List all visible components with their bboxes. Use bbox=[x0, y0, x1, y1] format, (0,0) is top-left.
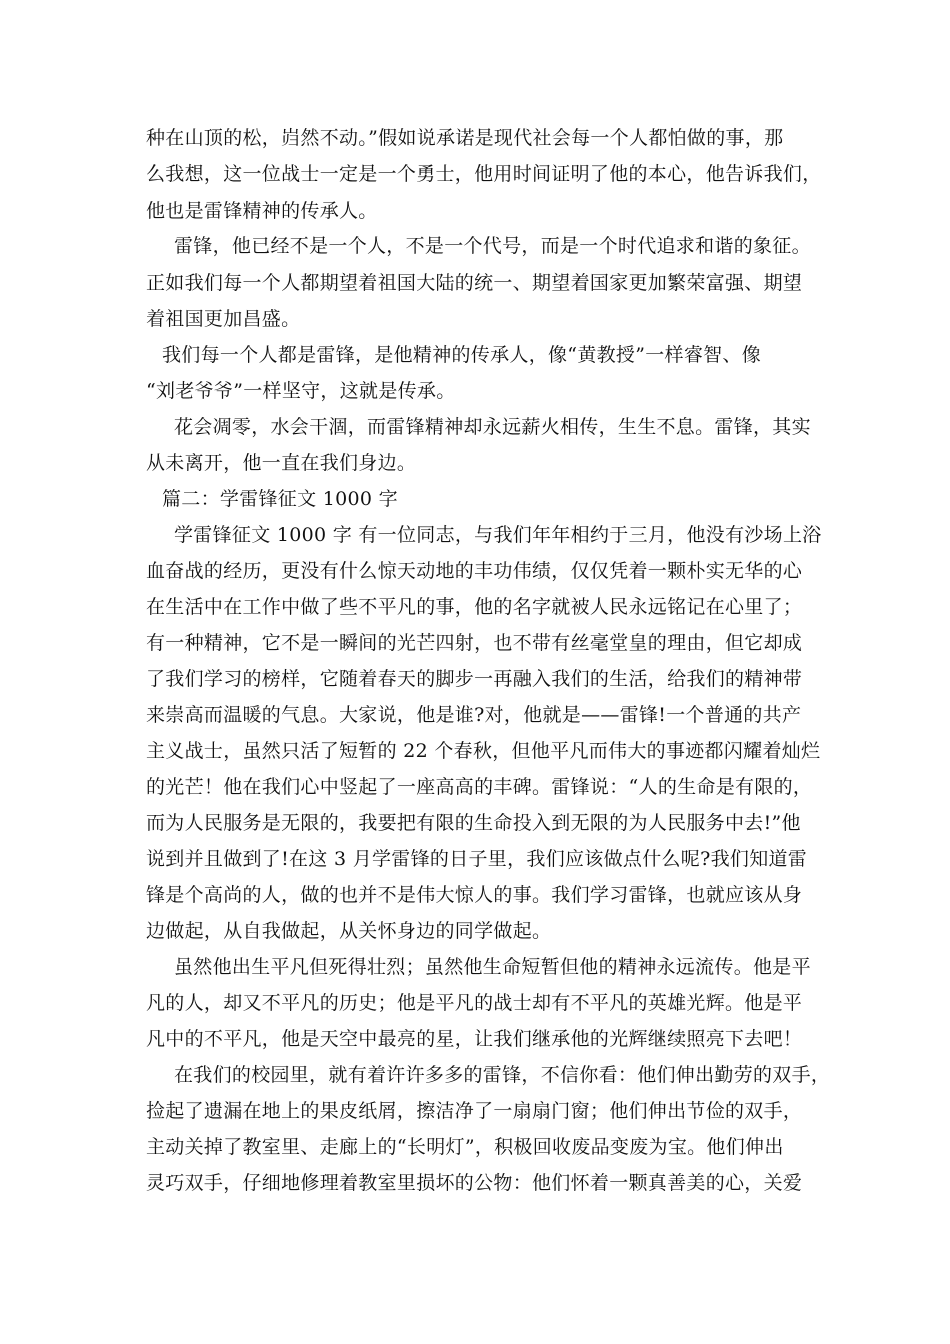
text-line: 凡的人，却又不平凡的历史；他是平凡的战士却有不平凡的英雄光辉。他是平 bbox=[146, 992, 803, 1014]
text-line: 他也是雷锋精神的传承人。 bbox=[146, 200, 378, 222]
text-line: 从未离开，他一直在我们身边。 bbox=[146, 452, 417, 474]
text-line: 在生活中在工作中做了些不平凡的事，他的名字就被人民永远铭记在心里了； bbox=[146, 596, 803, 618]
text-line: 我们每一个人都是雷锋，是他精神的传承人，像“黄教授”一样睿智、像 bbox=[162, 344, 762, 366]
text-line: 灵巧双手，仔细地修理着教室里损坏的公物：他们怀着一颗真善美的心，关爱 bbox=[146, 1172, 803, 1194]
text-line: 着祖国更加昌盛。 bbox=[146, 308, 301, 330]
text-line: 有一种精神，它不是一瞬间的光芒四射，也不带有丝毫堂皇的理由，但它却成 bbox=[146, 632, 803, 654]
text-line: 正如我们每一个人都期望着祖国大陆的统一、期望着国家更加繁荣富强、期望 bbox=[146, 272, 803, 294]
text-line: 么我想，这一位战士一定是一个勇士，他用时间证明了他的本心，他告诉我们， bbox=[146, 163, 822, 185]
text-line: 雷锋，他已经不是一个人，不是一个代号，而是一个时代追求和谐的象征。 bbox=[174, 235, 811, 257]
text-line: 花会凋零，水会干涸，而雷锋精神却永远薪火相传，生生不息。雷锋，其实 bbox=[174, 416, 811, 438]
text-line: 虽然他出生平凡但死得壮烈；虽然他生命短暂但他的精神永远流传。他是平 bbox=[174, 956, 811, 978]
text-line: 学雷锋征文 1000 字 有一位同志，与我们年年相约于三月，他没有沙场上浴 bbox=[174, 524, 822, 546]
text-line: 血奋战的经历，更没有什么惊天动地的丰功伟绩，仅仅凭着一颗朴实无华的心 bbox=[146, 560, 803, 582]
text-line: 种在山顶的松，岿然不动。”假如说承诺是现代社会每一个人都怕做的事，那 bbox=[146, 127, 784, 149]
text-line: 了我们学习的榜样，它随着春天的脚步一再融入我们的生活，给我们的精神带 bbox=[146, 668, 803, 690]
text-line: 来崇高而温暖的气息。大家说，他是谁?对，他就是——雷锋!一个普通的共产 bbox=[146, 704, 802, 726]
text-line: 边做起，从自我做起，从关怀身边的同学做起。 bbox=[146, 920, 552, 942]
text-line: 凡中的不平凡，他是天空中最亮的星，让我们继承他的光辉继续照亮下去吧！ bbox=[146, 1028, 803, 1050]
text-line: 说到并且做到了!在这 3 月学雷锋的日子里，我们应该做点什么呢?我们知道雷 bbox=[146, 848, 808, 870]
text-line: 在我们的校园里，就有着许许多多的雷锋，不信你看：他们伸出勤劳的双手， bbox=[174, 1064, 831, 1086]
text-line: 而为人民服务是无限的，我要把有限的生命投入到无限的为人民服务中去!”他 bbox=[146, 812, 801, 834]
text-line: “刘老爷爷”一样坚守，这就是传承。 bbox=[146, 380, 456, 402]
text-line: 锋是个高尚的人，做的也并不是伟大惊人的事。我们学习雷锋，也就应该从身 bbox=[146, 884, 803, 906]
text-line: 的光芒！他在我们心中竖起了一座高高的丰碑。雷锋说：“人的生命是有限的， bbox=[146, 776, 813, 798]
section-heading: 篇二：学雷锋征文 1000 字 bbox=[162, 488, 398, 510]
text-line: 主义战士，虽然只活了短暂的 22 个春秋，但他平凡而伟大的事迹都闪耀着灿烂 bbox=[146, 740, 821, 762]
text-line: 主动关掉了教室里、走廊上的“长明灯”，积极回收废品变废为宝。他们伸出 bbox=[146, 1136, 784, 1158]
text-line: 捡起了遗漏在地上的果皮纸屑，擦洁净了一扇扇门窗；他们伸出节俭的双手， bbox=[146, 1100, 803, 1122]
